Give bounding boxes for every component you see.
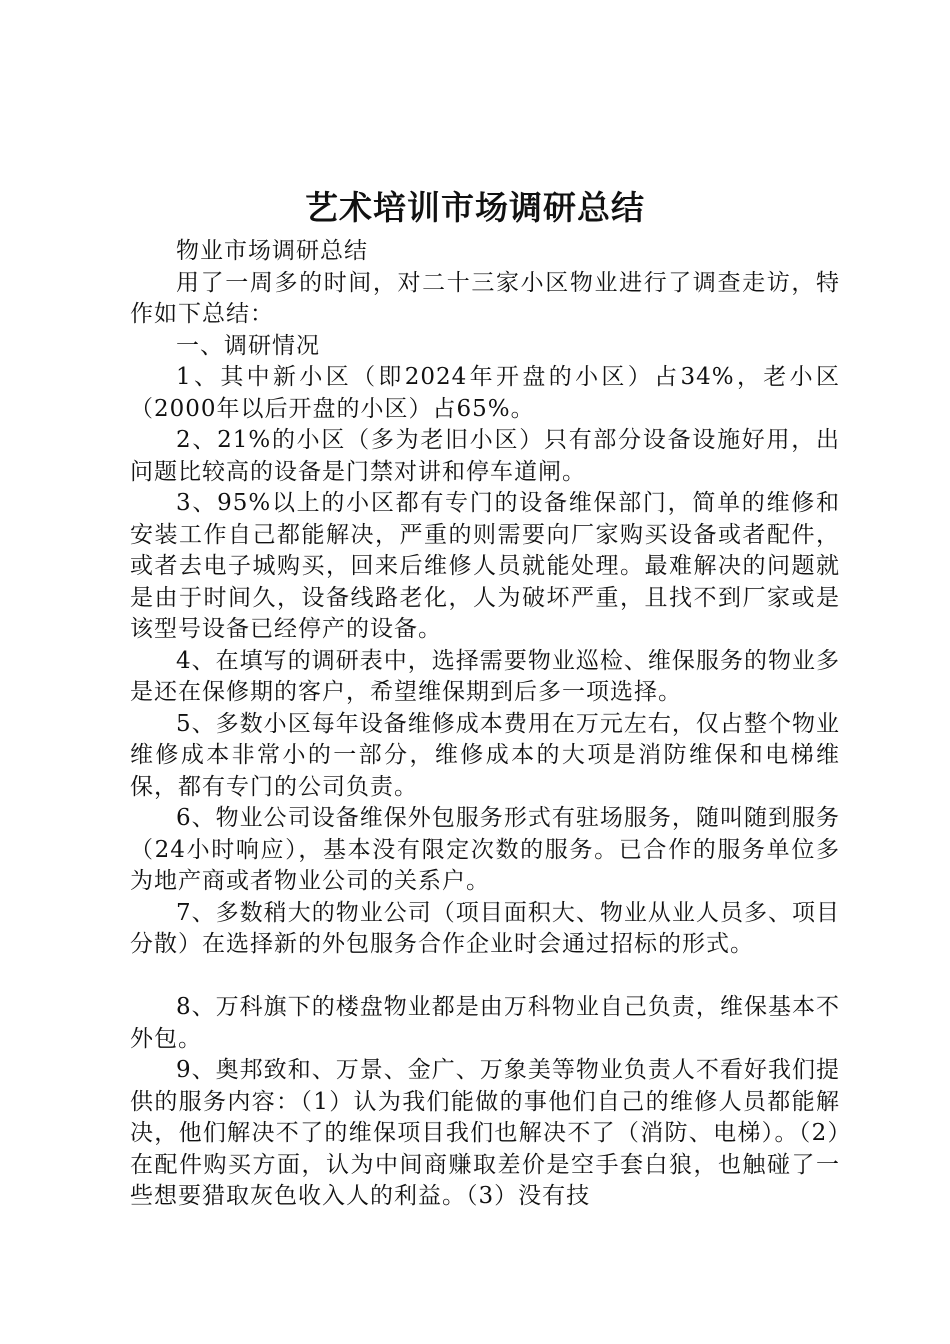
paragraph-item-1: 1、其中新小区（即2024年开盘的小区）占34%，老小区（2000年以后开盘的小区）占65%。 xyxy=(130,364,840,422)
paragraph-item-6: 6、物业公司设备维保外包服务形式有驻场服务，随叫随到服务（24小时响应），基本没有限定次数的服务。已合作的服务单位多为地产商或者物业公司的关系户。 xyxy=(130,805,840,894)
paragraph-item-4: 4、在填写的调研表中，选择需要物业巡检、维保服务的物业多是还在保修期的客户，希望维保期到后多一项选择。 xyxy=(130,647,840,705)
paragraph-item-7: 7、多数稍大的物业公司（项目面积大、物业从业人员多、项目分散）在选择新的外包服务合作企业时会通过招标的形式。 xyxy=(130,899,840,957)
paragraph-intro: 用了一周多的时间，对二十三家小区物业进行了调查走访，特作如下总结： xyxy=(130,269,840,327)
paragraph-item-2: 2、21%的小区（多为老旧小区）只有部分设备设施好用，出问题比较高的设备是门禁对讲和停车道闸。 xyxy=(130,427,840,485)
document-body xyxy=(130,236,840,1213)
paragraph-item-3: 3、95%以上的小区都有专门的设备维保部门，简单的维修和安装工作自己都能解决，严重的则需要向厂家购买设备或者配件，或者去电子城购买，回来后维修人员就能处理。最难解决的问题就是由于时间久，设备线路老化，人为破坏严重，且找不到厂家或是该型号设备已经停产的设备。 xyxy=(130,490,840,642)
paragraph-item-5: 5、多数小区每年设备维修成本费用在万元左右，仅占整个物业维修成本非常小的一部分，维修成本的大项是消防维保和电梯维保，都有专门的公司负责。 xyxy=(130,710,840,800)
paragraph-item-8: 8、万科旗下的楼盘物业都是由万科物业自己负责，维保基本不外包。 xyxy=(130,994,840,1052)
document-title: 艺术培训市场调研总结 xyxy=(305,188,645,227)
paragraph-item-9: 9、奥邦致和、万景、金广、万象美等物业负责人不看好我们提供的服务内容：（1）认为我们能做的事他们自己的维修人员都能解决，他们解决不了的维保项目我们也解决不了（消防、电梯）。（2）在配件购买方面，认为中间商赚取差价是空手套白狼，也触碰了一些想要猎取灰色收入人的利益。（3）没有技 xyxy=(130,1057,840,1209)
paragraph-subtitle: 物业市场调研总结 xyxy=(176,238,368,264)
section-heading: 一、调研情况 xyxy=(176,332,320,359)
